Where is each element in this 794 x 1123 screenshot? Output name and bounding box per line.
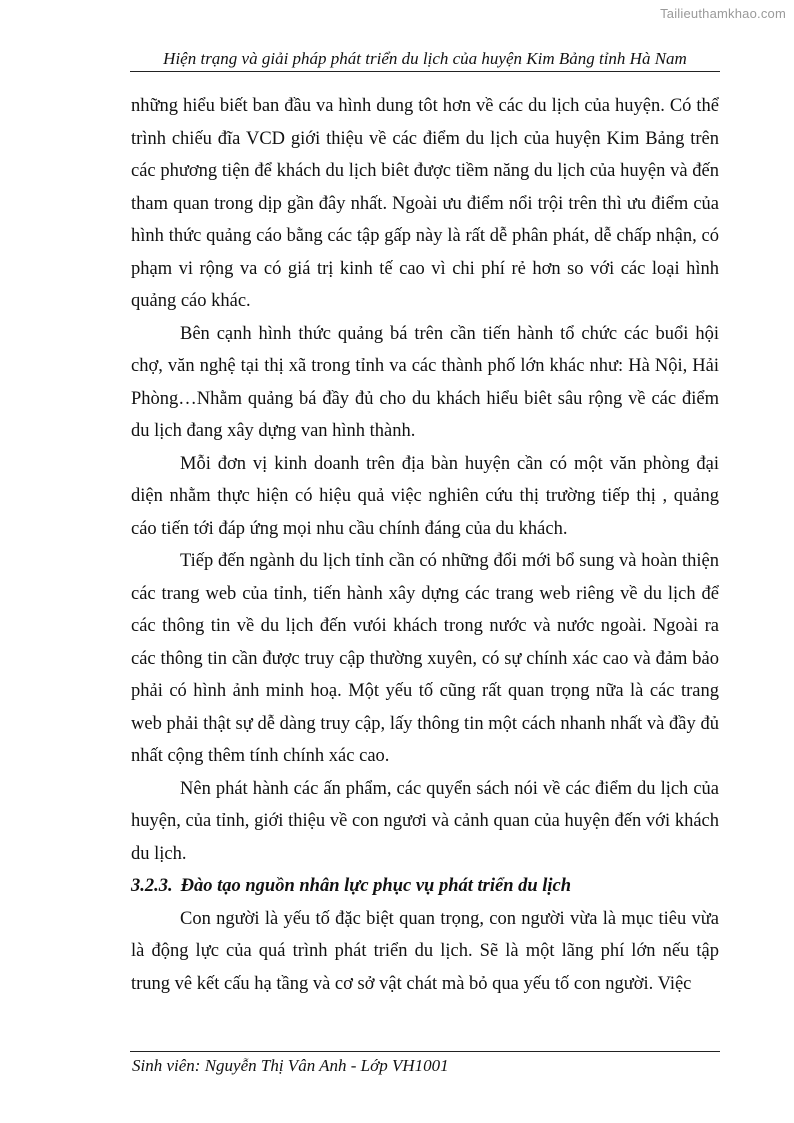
- body-paragraph: Bên cạnh hình thức quảng bá trên cần tiến hành tổ chức các buổi hội chợ, văn nghệ tại thị xã trong tỉnh va các thành phố lớn khác như: Hà Nội, Hải Phòng…Nhằm quảng bá đầy đủ cho du khách hiểu biêt sâu rộng về các điểm du lịch đang xây dựng van hình thành.: [131, 323, 719, 441]
- header-divider: [130, 71, 720, 72]
- running-footer: Sinh viên: Nguyễn Thị Vân Anh - Lớp VH1001: [132, 1056, 449, 1075]
- section-number: 3.2.3.: [131, 876, 173, 896]
- body-paragraph: Nên phát hành các ấn phẩm, các quyển sách nói về các điểm du lịch của huyện, của tỉnh, giới thiệu về con ngươi và cảnh quan của huyện đến với khách du lịch.: [131, 778, 719, 864]
- body-paragraph: Tiếp đến ngành du lịch tỉnh cần có những đổi mới bổ sung và hoàn thiện các trang web của tỉnh, tiến hành xây dựng các trang web riêng về du lịch để các thông tin về du lịch đến vưói khách trong nước và nước ngoài. Ngoài ra các thông tin cần được truy cập thường xuyên, có sự chính xác cao và đảm bảo phải có hình ảnh minh hoạ. Một yếu tố cũng rất quan trọng nữa là các trang web phải thật sự dễ dàng truy cập, lấy thông tin một cách nhanh nhất và đầy đủ nhất cộng thêm tính chính xác cao.: [131, 551, 719, 766]
- section-heading: [131, 870, 719, 903]
- running-header: Hiện trạng và giải pháp phát triển du lịch của huyện Kim Bảng tỉnh Hà Nam: [163, 49, 687, 68]
- body-paragraph: Con người là yếu tố đặc biệt quan trọng, con người vừa là mục tiêu vừa là động lực của quá trình phát triển du lịch. Sẽ là một lãng phí lớn nếu tập trung vê kết cấu hạ tầng và cơ sở vật chát mà bỏ qua yếu tố con người. Việc: [131, 908, 719, 994]
- section-title: Đào tạo nguồn nhân lực phục vụ phát triển du lịch: [180, 876, 572, 896]
- watermark: Tailieuthamkhao.com: [660, 6, 786, 21]
- body-paragraph: những hiểu biết ban đầu va hình dung tôt hơn về các du lịch của huyện. Có thể trình chiếu đĩa VCD giới thiệu về các điểm du lịch của huyện Kim Bảng trên các phương tiện để khách du lịch biêt được tiềm năng du lịch của huyện và đến tham quan trong dịp gần đây nhất. Ngoài ưu điểm nổi trội trên thì ưu điểm của hình thức quảng cáo bằng các tập gấp này là rất dễ phân phát, dễ chấp nhận, có phạm vi rộng va có giá trị kinh tế cao vì chi phí rẻ hơn so với các loại hình quảng cáo khác.: [131, 96, 719, 311]
- footer-divider: [130, 1051, 720, 1052]
- body-paragraph: Mỗi đơn vị kinh doanh trên địa bàn huyện cần có một văn phòng đại diện nhằm thực hiện có hiệu quả việc nghiên cứu thị trường tiếp thị , quảng cáo tiến tới đáp ứng mọi nhu cầu chính đáng của du khách.: [131, 453, 719, 539]
- document-body: [131, 90, 719, 1000]
